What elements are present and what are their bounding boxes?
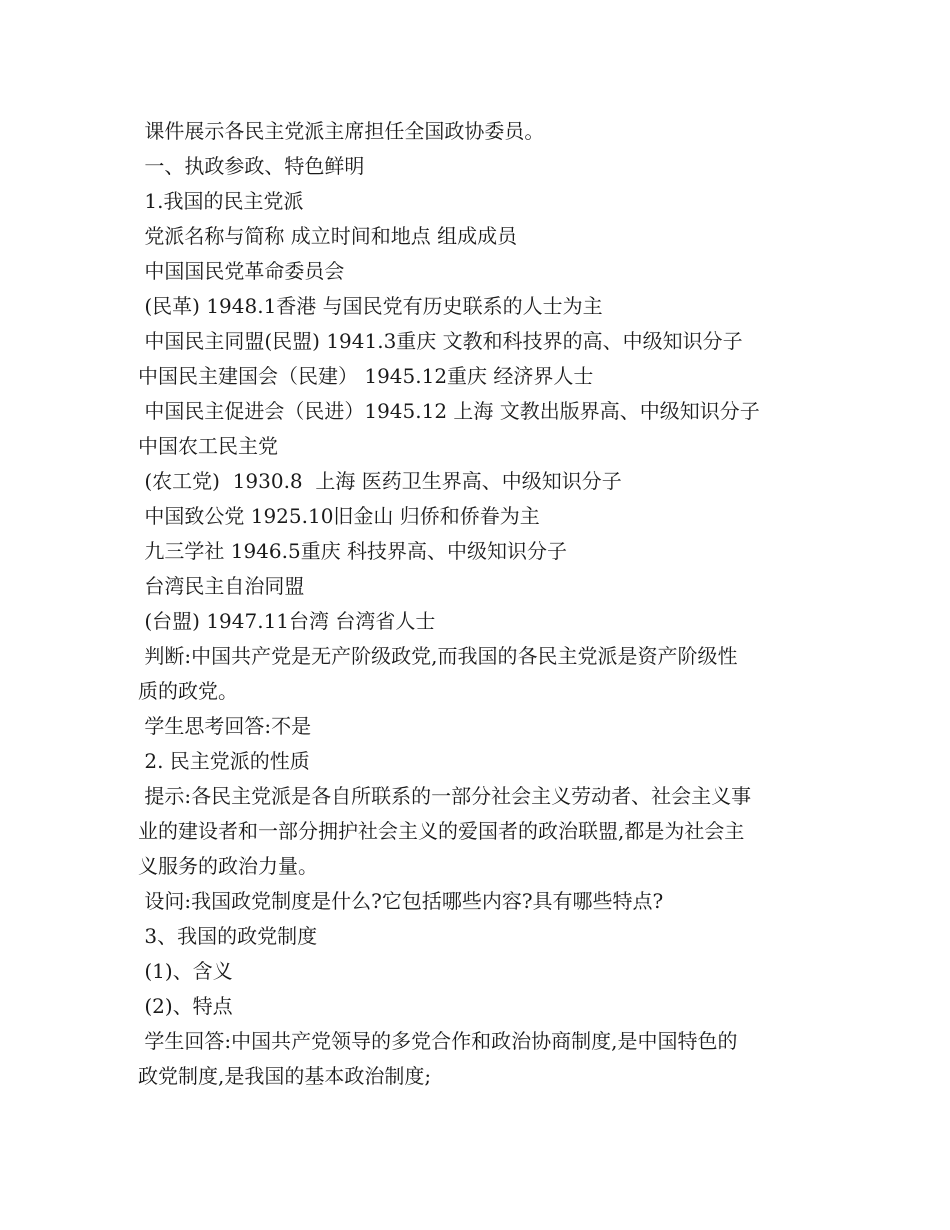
text-line: 学生回答:中国共产党领导的多党合作和政治协商制度,是中国特色的 xyxy=(138,1029,738,1053)
subsection-heading: 2. 民主党派的性质 xyxy=(138,749,310,773)
text-line: (农工党) 1930.8 上海 医药卫生界高、中级知识分子 xyxy=(138,469,622,493)
subsection-heading: 1.我国的民主党派 xyxy=(138,189,304,213)
document-body xyxy=(138,114,818,1094)
text-line: 学生思考回答:不是 xyxy=(138,714,312,738)
text-line: 业的建设者和一部分拥护社会主义的爱国者的政治联盟,都是为社会主 xyxy=(138,819,745,843)
text-line: (台盟) 1947.11台湾 台湾省人士 xyxy=(138,609,436,633)
text-line: 中国民主同盟(民盟) 1941.3重庆 文教和科技界的高、中级知识分子 xyxy=(138,329,743,353)
text-line: 课件展示各民主党派主席担任全国政协委员。 xyxy=(138,119,545,143)
text-line: 设问:我国政党制度是什么?它包括哪些内容?具有哪些特点? xyxy=(138,889,664,913)
list-item: (2)、特点 xyxy=(138,994,233,1018)
text-line: 中国民主促进会（民进）1945.12 上海 文教出版界高、中级知识分子 xyxy=(138,399,760,423)
list-item: (1)、含义 xyxy=(138,959,233,983)
section-heading: 一、执政参政、特色鲜明 xyxy=(138,154,365,178)
text-line: 提示:各民主党派是各自所联系的一部分社会主义劳动者、社会主义事 xyxy=(138,784,752,808)
text-line: 中国国民党革命委员会 xyxy=(138,259,345,283)
text-line: 义服务的政治力量。 xyxy=(138,854,318,878)
table-header-line: 党派名称与简称 成立时间和地点 组成成员 xyxy=(138,224,518,248)
text-line: 台湾民主自治同盟 xyxy=(138,574,305,598)
text-line: 质的政党。 xyxy=(138,679,238,703)
text-line: 中国农工民主党 xyxy=(138,434,278,458)
text-line: 中国致公党 1925.10旧金山 归侨和侨眷为主 xyxy=(138,504,540,528)
text-line: 判断:中国共产党是无产阶级政党,而我国的各民主党派是资产阶级性 xyxy=(138,644,738,668)
text-line: (民革) 1948.1香港 与国民党有历史联系的人士为主 xyxy=(138,294,603,318)
text-line: 中国民主建国会（民建） 1945.12重庆 经济界人士 xyxy=(138,364,594,388)
subsection-heading: 3、我国的政党制度 xyxy=(138,924,318,948)
text-line: 九三学社 1946.5重庆 科技界高、中级知识分子 xyxy=(138,539,568,563)
text-line: 政党制度,是我国的基本政治制度; xyxy=(138,1064,432,1088)
